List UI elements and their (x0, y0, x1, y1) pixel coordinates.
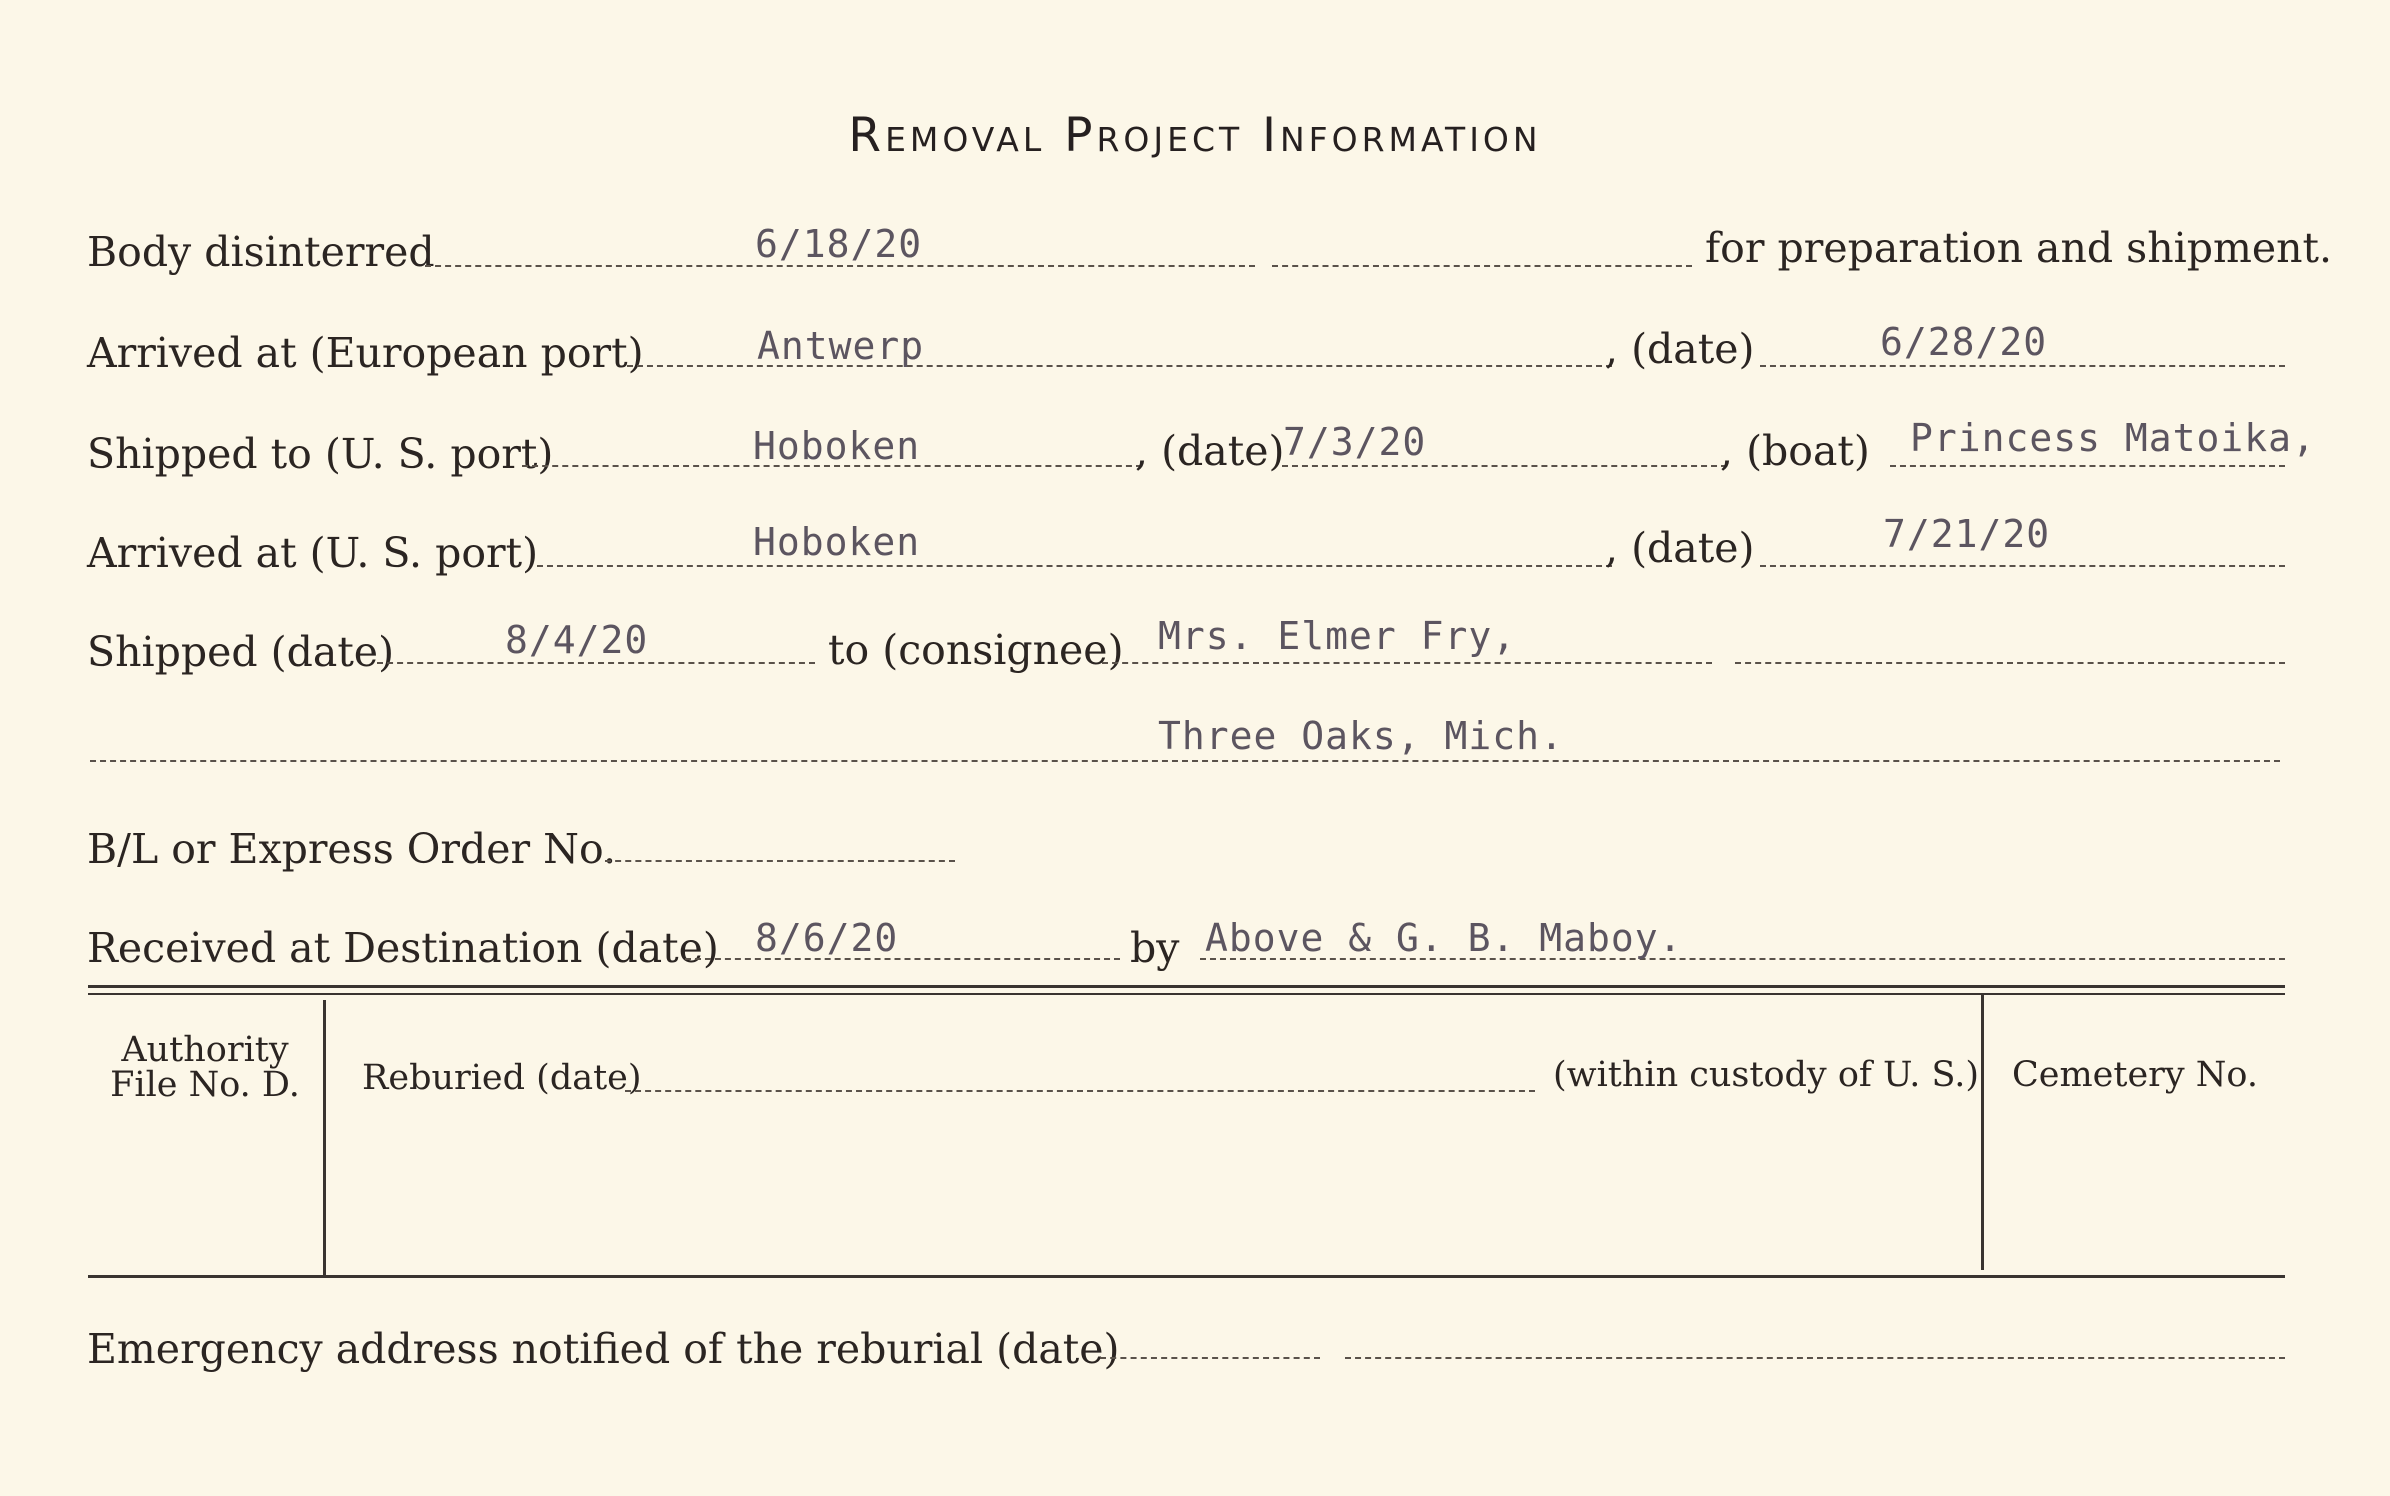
table-top-rule-2 (88, 993, 2285, 995)
emergency-address-line-2 (1345, 1357, 2285, 1359)
us-port-shipped-date-line (1282, 465, 1727, 467)
shipped-date-line (377, 662, 815, 664)
emergency-address-line (1100, 1357, 1320, 1359)
shipped-date-label: Shipped (date) (87, 628, 395, 676)
european-port-date: 6/28/20 (1880, 320, 2048, 364)
european-port-date-label: , (date) (1605, 325, 1755, 373)
european-port-value: Antwerp (757, 324, 925, 368)
received-by-value: Above & G. B. Maboy. (1205, 916, 1683, 960)
us-port-arrived-label: Arrived at (U. S. port) (87, 529, 539, 577)
consignee-line-2 (1735, 662, 2285, 664)
table-divider-left (323, 1000, 326, 1276)
body-disinterred-label: Body disinterred (87, 228, 435, 276)
shipped-date-value: 8/4/20 (505, 618, 649, 662)
consignee-value: Mrs. Elmer Fry, (1158, 614, 1517, 658)
received-destination-line (685, 958, 1120, 960)
consignee-label: to (consignee) (828, 626, 1124, 674)
reburied-line (625, 1090, 1535, 1092)
file-no-label: File No. D. (110, 1065, 300, 1105)
us-port-arrived-line (537, 565, 1612, 567)
us-port-shipped-value: Hoboken (753, 424, 921, 468)
us-port-arrived-date-label: , (date) (1605, 524, 1755, 572)
body-disinterred-line-2 (1272, 265, 1692, 267)
consignee-line (1102, 662, 1712, 664)
table-top-rule (88, 985, 2285, 988)
page-title: Removal Project Information (848, 108, 1542, 163)
received-destination-label: Received at Destination (date) (87, 924, 719, 972)
table-bottom-rule (88, 1275, 2285, 1278)
table-divider-right (1981, 995, 1984, 1270)
emergency-address-label: Emergency address notified of the reburial (date) (87, 1325, 1120, 1373)
received-by-label: by (1130, 924, 1180, 972)
boat-line (1890, 465, 2285, 467)
european-port-date-line (1760, 365, 2285, 367)
us-port-shipped-date: 7/3/20 (1283, 420, 1427, 464)
express-order-label: B/L or Express Order No. (87, 825, 617, 873)
us-port-shipped-date-label: , (date) (1135, 427, 1285, 475)
boat-value: Princess Matoika, (1910, 416, 2316, 460)
cemetery-no-label: Cemetery No. (2011, 1055, 2258, 1095)
express-order-line (605, 860, 955, 862)
us-port-arrived-value: Hoboken (753, 520, 921, 564)
boat-label: , (boat) (1720, 427, 1870, 475)
authority-label: Authority (121, 1030, 289, 1070)
european-port-label: Arrived at (European port) (87, 329, 644, 377)
us-port-arrived-date-line (1760, 565, 2285, 567)
consignee-address: Three Oaks, Mich. (1158, 714, 1564, 758)
us-port-shipped-label: Shipped to (U. S. port) (87, 430, 554, 478)
consignee-address-line (90, 760, 2280, 762)
us-port-arrived-date: 7/21/20 (1883, 512, 2051, 556)
custody-label: (within custody of U. S.) (1553, 1055, 1980, 1095)
body-disinterred-date: 6/18/20 (755, 222, 923, 266)
reburied-label: Reburied (date) (362, 1058, 642, 1098)
received-destination-date: 8/6/20 (755, 916, 899, 960)
preparation-shipment-label: for preparation and shipment. (1705, 224, 2333, 272)
